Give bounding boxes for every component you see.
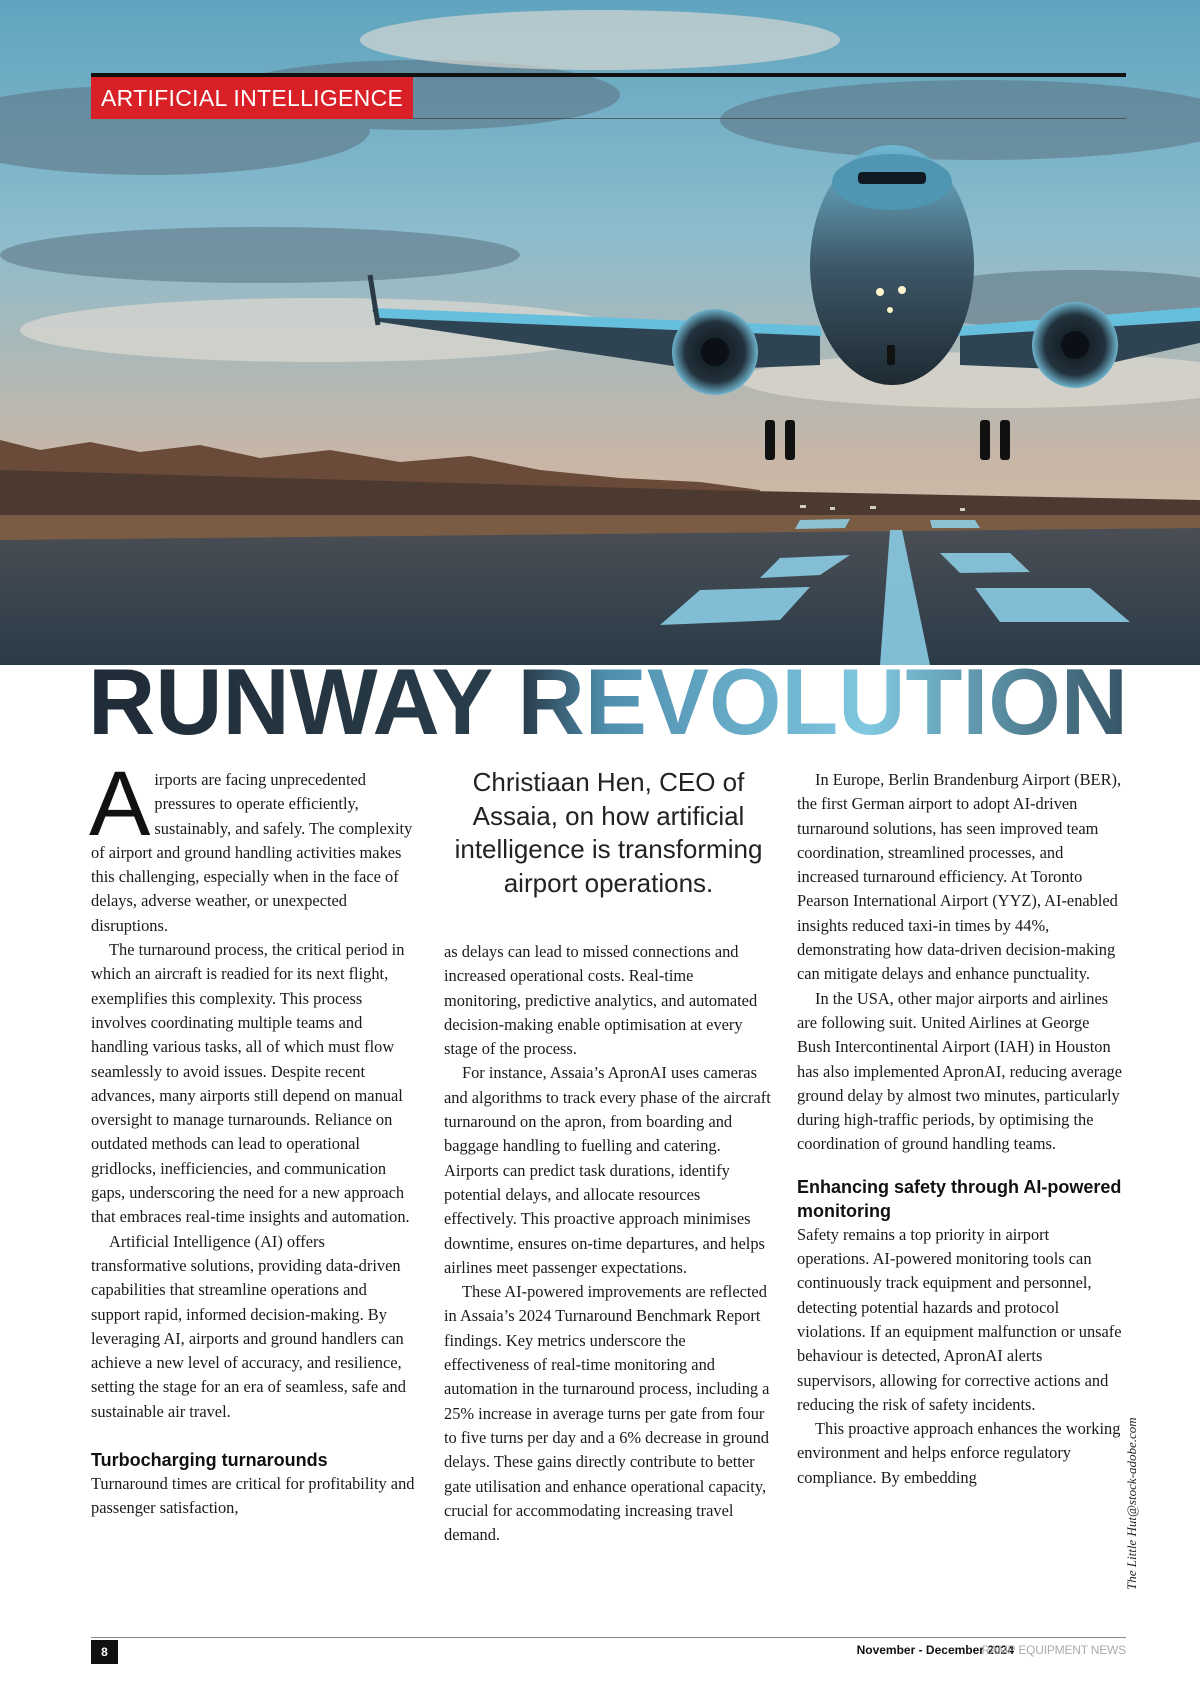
body-column-2 bbox=[444, 940, 771, 1547]
photo-credit: The Little Hut@stock-adobe.com bbox=[1124, 1417, 1139, 1590]
magazine-name: RAMP EQUIPMENT NEWS bbox=[981, 1643, 1126, 1657]
paragraph: Turnaround times are critical for profitability and passenger satisfaction, bbox=[91, 1474, 415, 1518]
section-rule-thin bbox=[394, 118, 1126, 119]
body-column-3 bbox=[797, 768, 1124, 1490]
paragraph: Artificial Intelligence (AI) offers transformative solutions, providing data-driven capabilities that streamline operations and support rapid, informed decision-making. By leveraging AI, airports and ground handlers can achieve a new level of accuracy, and resilience, setting the stage for an era of seamless, safe and sustainable air travel. bbox=[91, 1231, 406, 1421]
issue-date: November - December 2024 bbox=[856, 1643, 1014, 1657]
footer-rule bbox=[91, 1637, 1126, 1638]
paragraph: as delays can lead to missed connections and increased operational costs. Real-time monitoring, predictive analytics, and automated decision-making enable optimisation at every stage of the process. bbox=[444, 942, 758, 1059]
section-tag: ARTIFICIAL INTELLIGENCE bbox=[91, 77, 413, 119]
body-column-1 bbox=[89, 753, 418, 1521]
paragraph: The turnaround process, the critical period in which an aircraft is readied for its next flight, exemplifies this complexity. This process involves coordinating multiple teams and handling various tasks, all of which must flow seamlessly to avoid issues. Despite recent advances, many airports still depend on manual oversight to manage turnarounds. Reliance on outdated methods can lead to operational gridlocks, inefficiencies, and communication gaps, underscoring the need for a new approach that embraces real-time insights and automation. bbox=[91, 940, 410, 1227]
subheading: Enhancing safety through AI-powered monitoring bbox=[797, 1176, 1122, 1221]
page-number: 8 bbox=[91, 1640, 118, 1664]
paragraph: For instance, Assaia’s ApronAI uses cameras and algorithms to track every phase of the aircraft turnaround on the apron, from boarding and baggage handling to fuelling and catering. Airports can predict task durations, identify potential delays, and allocate resources effectively. This proactive approach minimises downtime, ensures on-time departures, and helps airlines meet passenger expectations. bbox=[444, 1063, 771, 1277]
headline bbox=[88, 650, 1138, 750]
intro-text: irports are facing unprecedented pressures to operate efficiently, sustainably, and safely. The complexity of airport and ground handling activities makes this challenging, especially when in the face of delays, adverse weather, or unexpected disruptions. bbox=[91, 770, 413, 935]
paragraph: This proactive approach enhances the working environment and helps enforce regulatory compliance. By embedding bbox=[797, 1419, 1121, 1487]
paragraph: In the USA, other major airports and airlines are following suit. United Airlines at George Bush Intercontinental Airport (IAH) in Houston has also implemented ApronAI, reducing average ground delay by almost two minutes, particularly during high-traffic periods, by optimising the coordination of ground handling teams. bbox=[797, 988, 1122, 1154]
headline-text: RUNWAY REVOLUTION bbox=[88, 650, 1128, 750]
standfirst: Christiaan Hen, CEO of Assaia, on how artificial intelligence is transforming airport operations. bbox=[454, 767, 763, 898]
paragraph: In Europe, Berlin Brandenburg Airport (BER), the first German airport to adopt AI-driven turnaround solutions, has seen improved team coordination, streamlined processes, and increased turnaround efficiency. At Toronto Pearson International Airport (YYZ), AI-enabled insights reduced taxi-in times by 44%, demonstrating how data-driven decision-making can mitigate delays and enhance punctuality. bbox=[797, 770, 1122, 984]
paragraph: These AI-powered improvements are reflected in Assaia’s 2024 Turnaround Benchmark Report findings. Key metrics underscore the effectiveness of real-time monitoring and automation in the turnaround process, including a 25% increase in average turns per gate from four to five turns per day and a 6% decrease in ground delays. These gains directly contribute to better gate utilisation and enhance operational capacity, crucial for accommodating increasing travel demand. bbox=[444, 1282, 770, 1545]
drop-cap: A bbox=[89, 753, 151, 855]
subheading: Turbocharging turnarounds bbox=[91, 1450, 328, 1471]
intro-paragraph bbox=[89, 753, 418, 938]
paragraph: Safety remains a top priority in airport operations. AI-powered monitoring tools can continuously track equipment and personnel, detecting potential hazards and protocol violations. If an equipment malfunction or unsafe behaviour is detected, ApronAI alerts supervisors, allowing for corrective actions and reducing the risk of safety incidents. bbox=[797, 1224, 1122, 1414]
